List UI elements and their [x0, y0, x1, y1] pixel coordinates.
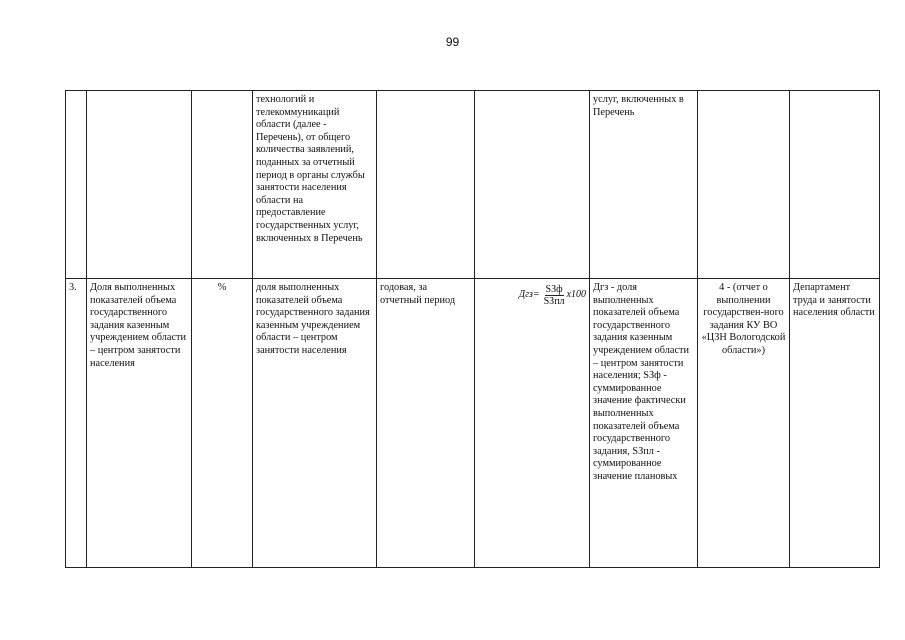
cell-num: 3. [66, 279, 87, 568]
formula-lhs: Дгз= [518, 289, 540, 301]
cell-period: годовая, за отчетный период [377, 279, 475, 568]
cell-responsible: Департамент труда и занятости населения области [790, 279, 880, 568]
page-number: 99 [445, 35, 460, 49]
cell-source: 4 - (отчет о выполнении государствен-ного задания КУ ВО «ЦЗН Вологодской области») [698, 279, 790, 568]
cell-vars: Дгз - доля выполненных показателей объема государственного задания казенным учреждением области – центром занятости населения; SЗф - суммированное значение фактически выполненных показателей объема государственного задания, SЗпл - суммированное значение плановых [590, 279, 698, 568]
formula-fraction [543, 284, 566, 307]
cell-formula [475, 279, 590, 568]
indicators-table [65, 90, 880, 568]
cell-responsible [790, 91, 880, 279]
cell-source [698, 91, 790, 279]
cell-period [377, 91, 475, 279]
cell-definition: доля выполненных показателей объема государственного задания казенным учреждением области – центром занятости населения [253, 279, 377, 568]
cell-formula [475, 91, 590, 279]
formula-multiplier: x100 [566, 289, 586, 301]
table-row [66, 279, 880, 568]
table-row [66, 91, 880, 279]
cell-unit: % [192, 279, 253, 568]
formula [478, 282, 586, 307]
cell-vars: услуг, включенных в Перечень [590, 91, 698, 279]
formula-denominator: SЗпл [543, 296, 565, 307]
cell-name: Доля выполненных показателей объема государственного задания казенным учреждением области – центром занятости населения [87, 279, 192, 568]
cell-definition: технологий и телекоммуникаций области (далее - Перечень), от общего количества заявлений, поданных за отчетный период в органы службы занятости населения области на предоставление государственных услуг, включенных в Перечень [253, 91, 377, 279]
cell-name [87, 91, 192, 279]
cell-unit [192, 91, 253, 279]
cell-num [66, 91, 87, 279]
formula-numerator: SЗф [545, 284, 563, 295]
